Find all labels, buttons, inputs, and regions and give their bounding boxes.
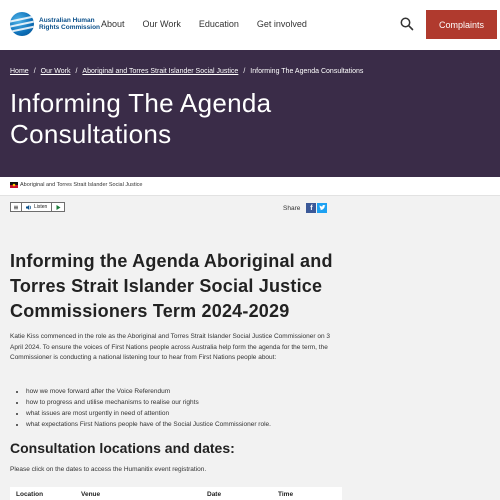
breadcrumb-current: Informing The Agenda Consultations bbox=[250, 68, 364, 75]
site-header bbox=[0, 0, 500, 50]
breadcrumb-separator: / bbox=[243, 68, 246, 75]
play-icon[interactable] bbox=[51, 202, 65, 212]
list-item: • what expectations First Nations people have of the Social Justice Commissioner role. bbox=[26, 419, 348, 430]
registration-note: Please click on the dates to access the Humanitix event registration. bbox=[10, 466, 207, 473]
share-label: Share bbox=[283, 204, 301, 212]
twitter-icon[interactable] bbox=[317, 203, 327, 213]
topics-list bbox=[18, 386, 348, 430]
consultation-table-header bbox=[10, 487, 342, 500]
breadcrumb bbox=[10, 68, 363, 75]
facebook-icon[interactable]: f bbox=[306, 203, 316, 213]
page-hero bbox=[0, 50, 500, 177]
page-title: Informing The Agenda Consultations bbox=[10, 88, 272, 149]
nav-item-education[interactable]: Education bbox=[198, 19, 239, 29]
breadcrumb-separator: / bbox=[33, 68, 36, 75]
breadcrumb-separator: / bbox=[75, 68, 78, 75]
speaker-icon bbox=[26, 205, 32, 210]
list-item: • how we move forward after the Voice Referendum bbox=[26, 386, 348, 397]
share-bar bbox=[283, 203, 327, 213]
breadcrumb-our-work[interactable]: Our Work bbox=[40, 68, 71, 75]
breadcrumb-home[interactable]: Home bbox=[10, 68, 29, 75]
main-nav bbox=[101, 19, 325, 29]
logo-text: Australian Human Rights Commission bbox=[39, 16, 101, 31]
column-header-venue: Venue bbox=[81, 491, 101, 498]
topic-tag-bar bbox=[0, 177, 500, 196]
listen-label: Listen bbox=[34, 204, 48, 210]
nav-item-our-work[interactable]: Our Work bbox=[142, 19, 181, 29]
section-heading: Consultation locations and dates: bbox=[10, 440, 235, 456]
nav-item-about[interactable]: About bbox=[101, 19, 125, 29]
list-item: • how to progress and utilise mechanisms to realise our rights bbox=[26, 397, 348, 408]
list-item: • what issues are most urgently in need of attention bbox=[26, 408, 348, 419]
site-logo[interactable] bbox=[10, 12, 101, 36]
logo-globe-icon bbox=[10, 12, 34, 36]
breadcrumb-social-justice[interactable]: Aboriginal and Torres Strait Islander Social Justice bbox=[82, 68, 239, 75]
article-intro: Katie Kiss commenced in the role as the Aboriginal and Torres Strait Islander Social Justice Commissioner on 3 April 2024. To ensure the voices of First Nations people across Australia help form the agenda for the term, the Commissioner is conducting a national listening tour to hear from First Nations people about: bbox=[10, 333, 330, 361]
column-header-time: Time bbox=[278, 491, 294, 498]
article-title: Informing the Agenda Aboriginal and Torres Strait Islander Social Justice Commissioners Term 2024-2029 bbox=[10, 251, 333, 321]
listen-button[interactable] bbox=[21, 202, 52, 212]
nav-item-get-involved[interactable]: Get involved bbox=[256, 19, 307, 29]
topic-tag-label: Aboriginal and Torres Strait Islander Social Justice bbox=[20, 182, 143, 188]
main-content bbox=[0, 196, 500, 500]
topic-tag[interactable] bbox=[10, 182, 143, 188]
column-header-location: Location bbox=[16, 491, 44, 498]
column-header-date: Date bbox=[207, 491, 222, 498]
search-icon[interactable] bbox=[400, 17, 414, 31]
complaints-button[interactable]: Complaints bbox=[426, 10, 497, 39]
readspeaker-toolbar bbox=[10, 202, 65, 212]
aboriginal-flag-icon bbox=[10, 182, 18, 188]
